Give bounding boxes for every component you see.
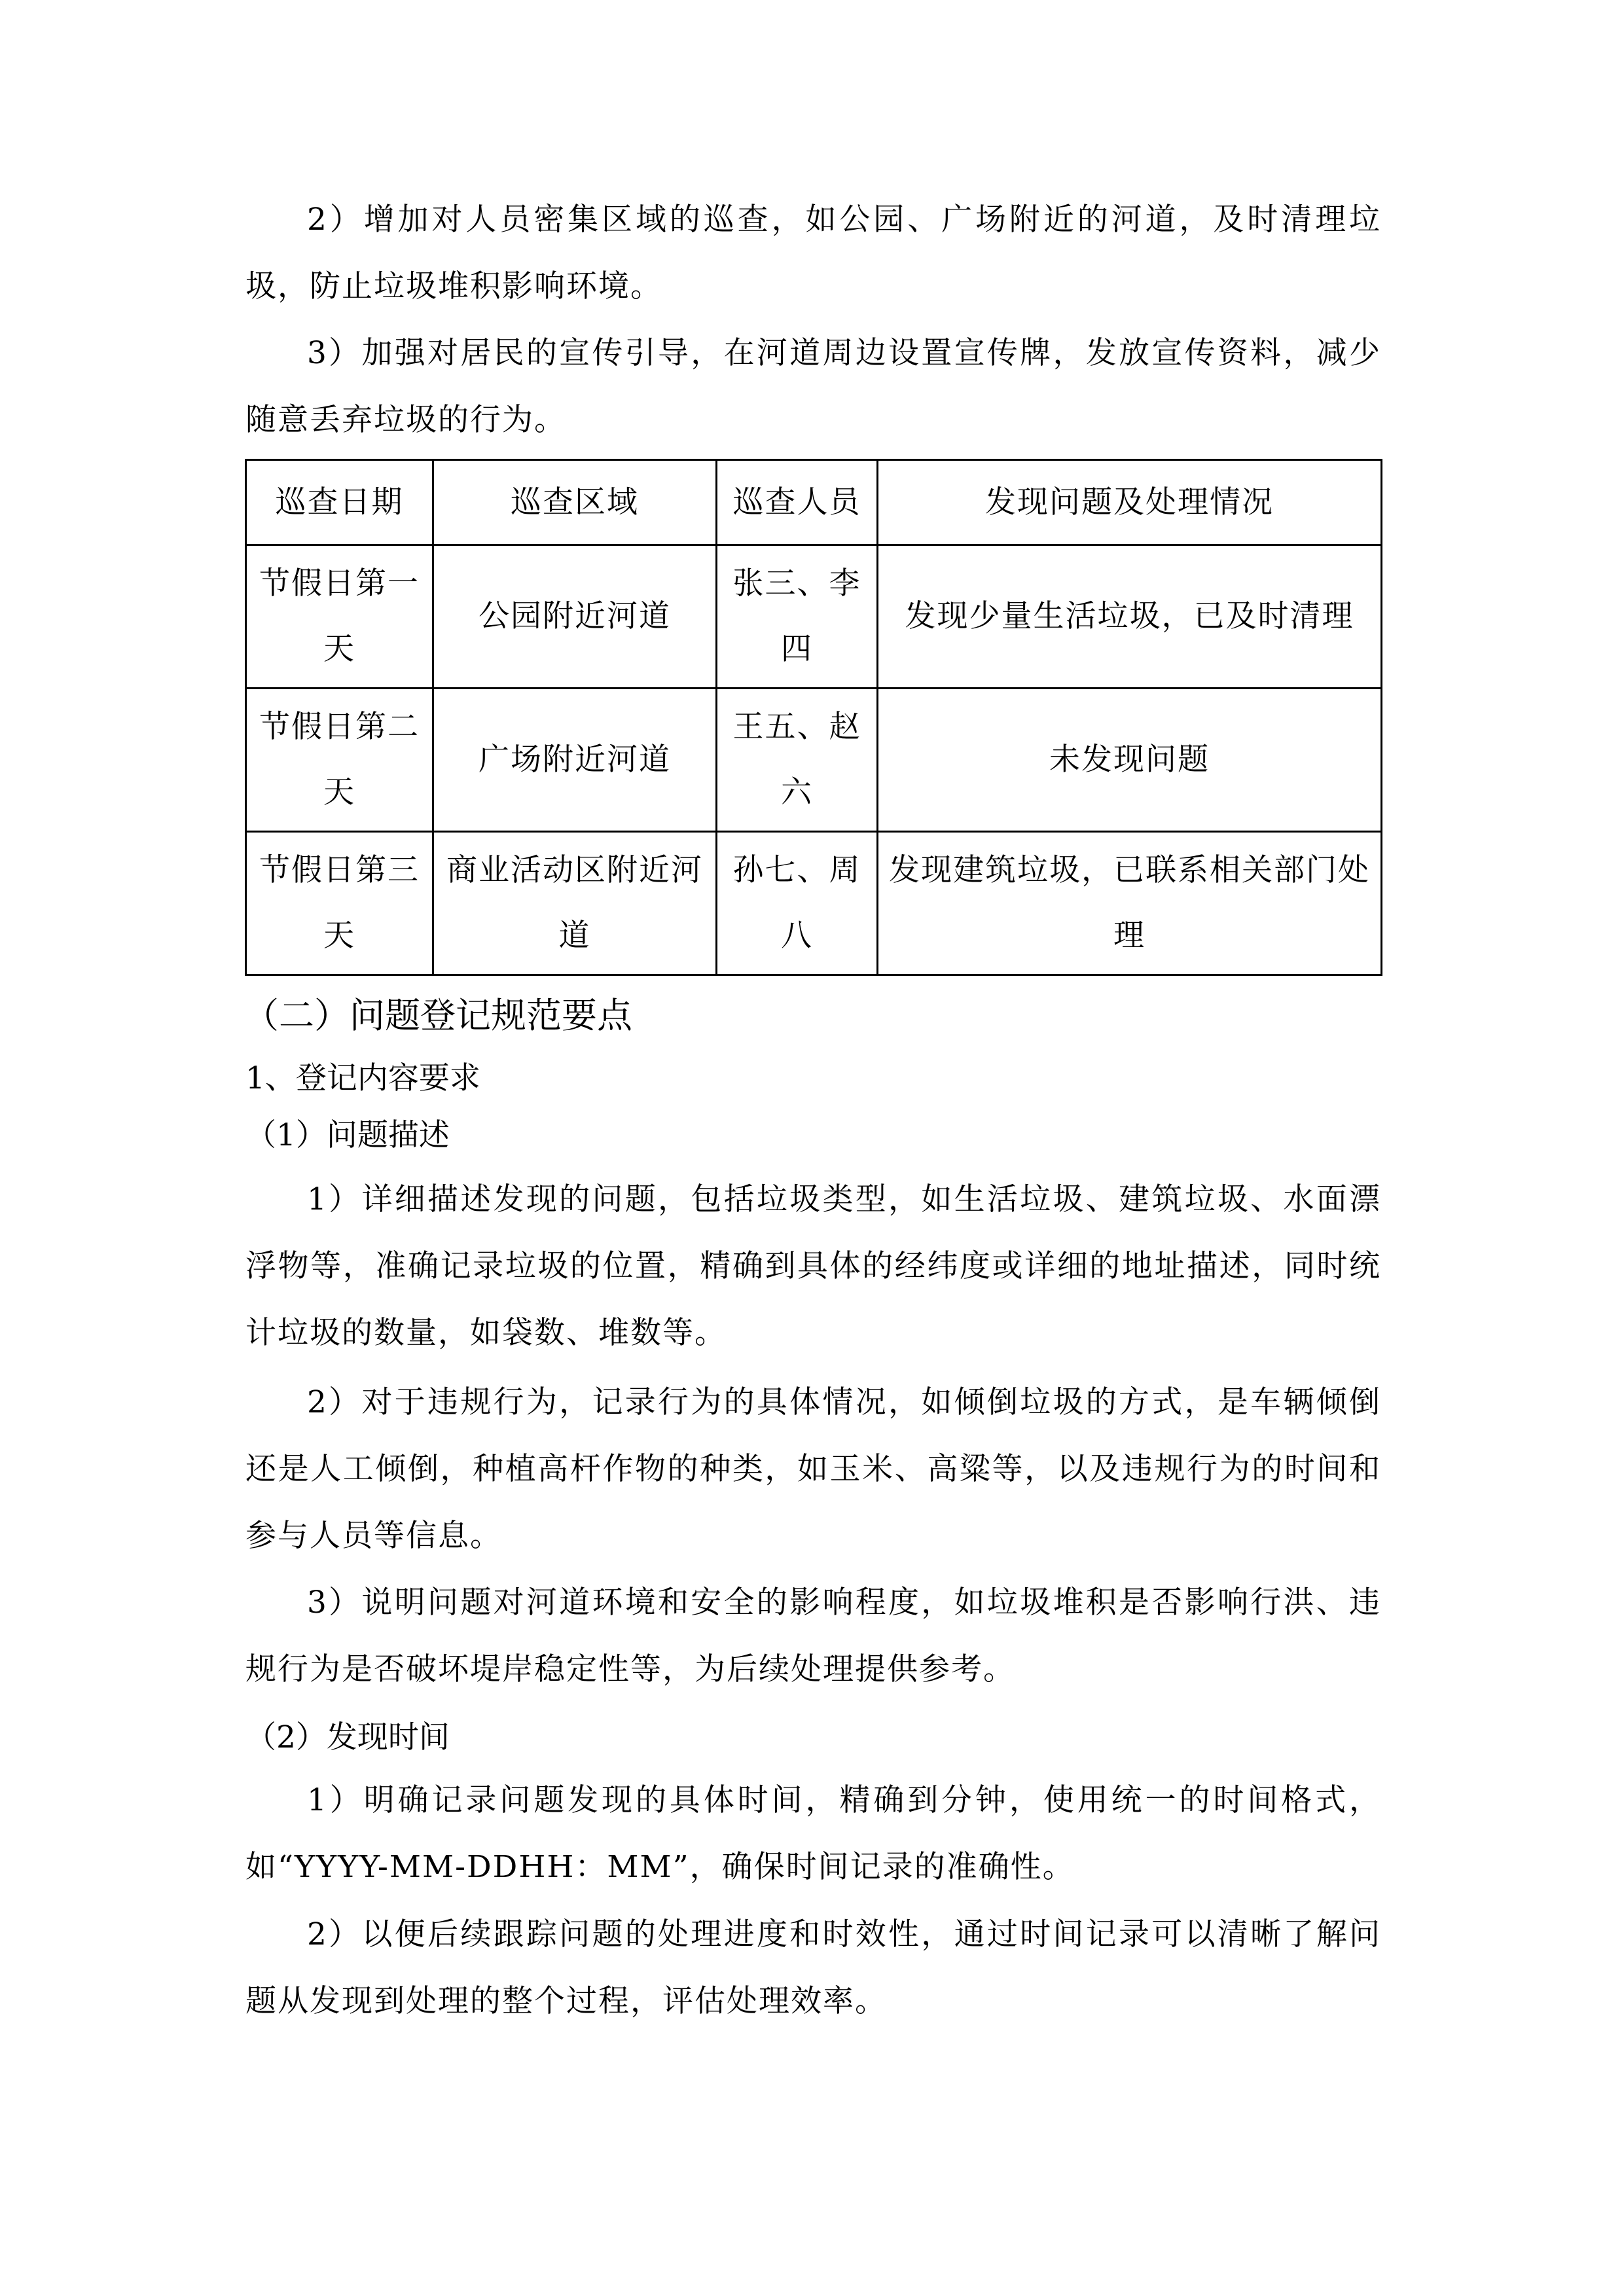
table-cell: 公园附近河道 xyxy=(433,545,717,689)
item-title: （1）问题描述 xyxy=(245,1117,450,1153)
paragraph: 2）以便后续跟踪问题的处理进度和时效性，通过时间记录可以清晰了解问题从发现到处理的整个过程，评估处理效率。 xyxy=(245,1916,1381,2019)
table-row xyxy=(246,832,1382,975)
table-cell: 王五、赵六 xyxy=(717,689,878,832)
table-header-cell: 巡查日期 xyxy=(246,460,433,545)
table-cell: 未发现问题 xyxy=(878,689,1382,832)
section-heading: （二）问题登记规范要点 xyxy=(244,995,632,1036)
table-cell: 发现少量生活垃圾，已及时清理 xyxy=(878,545,1382,689)
patrol-record-table xyxy=(245,459,1382,976)
paragraph: 2）增加对人员密集区域的巡查，如公园、广场附近的河道，及时清理垃圾，防止垃圾堆积影响环境。 xyxy=(245,202,1381,304)
paragraph: 3）说明问题对河道环境和安全的影响程度，如垃圾堆积是否影响行洪、违规行为是否破坏堤岸稳定性等，为后续处理提供参考。 xyxy=(245,1585,1381,1687)
table-cell: 发现建筑垃圾，已联系相关部门处理 xyxy=(878,832,1382,975)
table-cell: 孙七、周八 xyxy=(717,832,878,975)
table-cell: 节假日第三天 xyxy=(246,832,433,975)
table-header-cell: 巡查人员 xyxy=(717,460,878,545)
table-header-cell: 巡查区域 xyxy=(433,460,717,545)
table-header-cell: 发现问题及处理情况 xyxy=(878,460,1382,545)
item-title: （2）发现时间 xyxy=(245,1719,450,1755)
paragraph: 3）加强对居民的宣传引导，在河道周边设置宣传牌，发放宣传资料，减少随意丢弃垃圾的行为。 xyxy=(245,335,1381,438)
table-cell: 商业活动区附近河道 xyxy=(433,832,717,975)
subheading: 1、登记内容要求 xyxy=(245,1060,480,1096)
table-cell: 张三、李四 xyxy=(717,545,878,689)
table-row xyxy=(246,545,1382,689)
table-row xyxy=(246,689,1382,832)
table-cell: 节假日第二天 xyxy=(246,689,433,832)
table-cell: 广场附近河道 xyxy=(433,689,717,832)
paragraph: 1）明确记录问题发现的具体时间，精确到分钟，使用统一的时间格式，如“YYYY-MM-DDHH：MM”，确保时间记录的准确性。 xyxy=(245,1782,1381,1885)
paragraph: 2）对于违规行为，记录行为的具体情况，如倾倒垃圾的方式，是车辆倾倒还是人工倾倒，种植高杆作物的种类，如玉米、高粱等，以及违规行为的时间和参与人员等信息。 xyxy=(245,1384,1381,1554)
table-cell: 节假日第一天 xyxy=(246,545,433,689)
paragraph: 1）详细描述发现的问题，包括垃圾类型，如生活垃圾、建筑垃圾、水面漂浮物等，准确记录垃圾的位置，精确到具体的经纬度或详细的地址描述，同时统计垃圾的数量，如袋数、堆数等。 xyxy=(245,1181,1381,1351)
table-header-row xyxy=(246,460,1382,545)
